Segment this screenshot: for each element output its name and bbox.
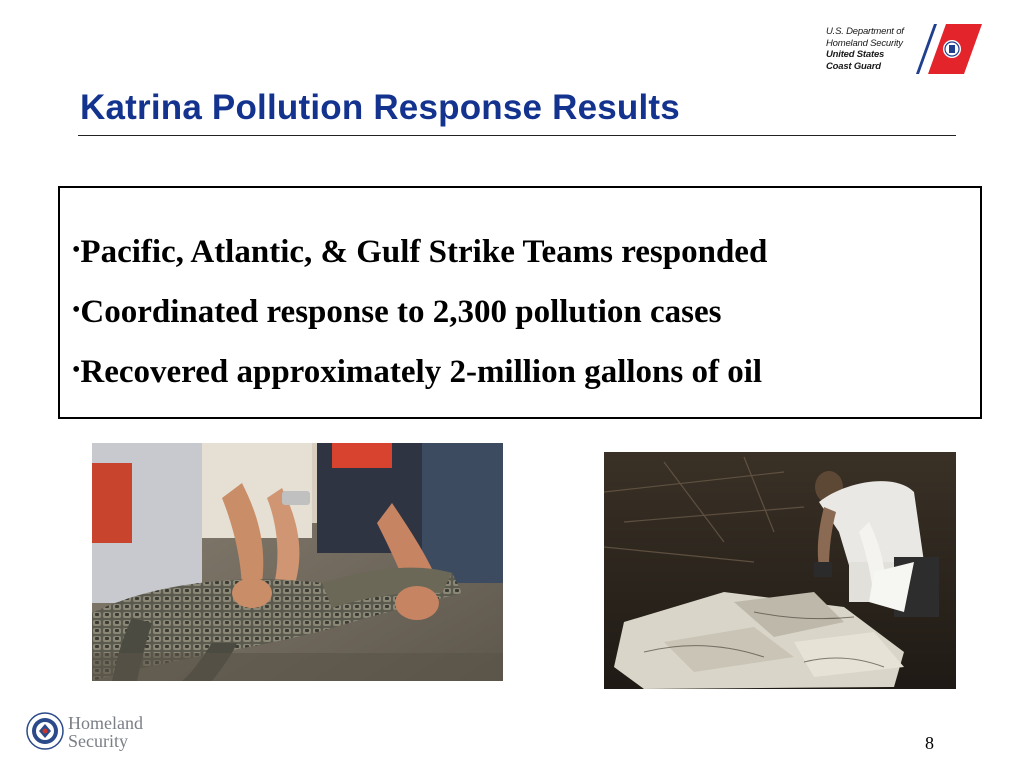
- bullet-marker: •: [72, 237, 81, 263]
- agency-line-2: Homeland Security: [826, 37, 903, 49]
- dhs-logo-line-2: Security: [68, 731, 128, 751]
- bullet-text: Coordinated response to 2,300 pollution cases: [80, 294, 722, 330]
- agency-line-3: United States: [826, 49, 885, 60]
- agency-line-1: U.S. Department of: [826, 26, 904, 37]
- dhs-seal-icon: [26, 712, 64, 750]
- title-divider: [78, 135, 956, 136]
- bullet-item: [72, 284, 767, 344]
- uscg-logo: [826, 24, 984, 76]
- bullet-marker: •: [72, 297, 81, 323]
- agency-line-4: Coast Guard: [826, 60, 881, 72]
- agency-name: [826, 26, 918, 72]
- bullet-text: Recovered approximately 2-million gallons of oil: [80, 354, 763, 390]
- bullet-box: [58, 186, 982, 419]
- bullet-list: [72, 224, 767, 404]
- page-number: 8: [925, 733, 934, 753]
- bullet-text: Pacific, Atlantic, & Gulf Strike Teams responded: [80, 234, 768, 270]
- slide-title: Katrina Pollution Response Results: [80, 88, 680, 127]
- uscg-racing-stripe-icon: [916, 24, 984, 74]
- alligator-rescue-photo: [92, 443, 503, 681]
- oil-cleanup-photo: [604, 452, 956, 689]
- bullet-item: [72, 344, 767, 404]
- bullet-item: [72, 224, 767, 284]
- dhs-logo-line-1: Homeland: [68, 713, 143, 733]
- bullet-marker: •: [72, 357, 81, 383]
- dhs-logo: [26, 712, 166, 754]
